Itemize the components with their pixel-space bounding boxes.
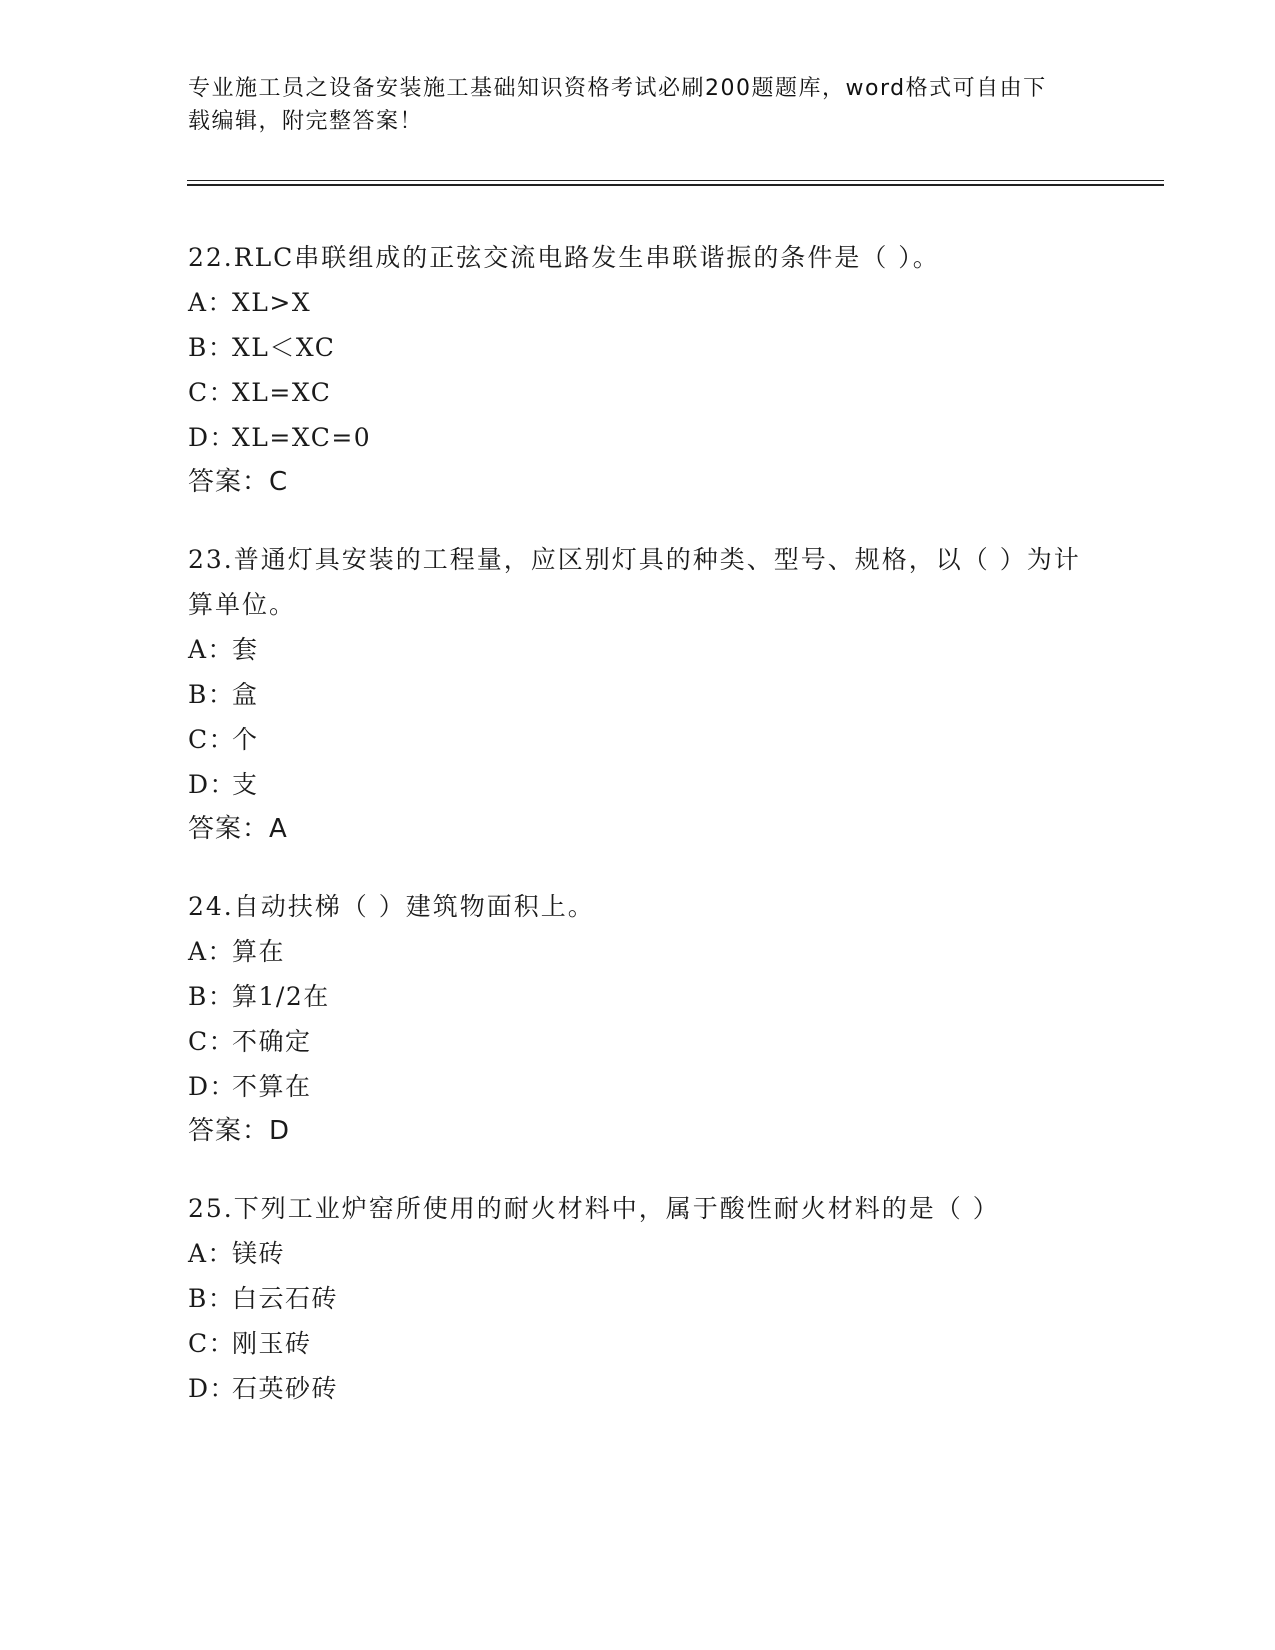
option-key: D： [188,770,237,799]
option-key: A： [188,288,235,317]
option-a [188,1231,1088,1276]
option-text: 算1/2在 [232,982,330,1011]
option-text: 套 [232,635,259,664]
option-text: 不算在 [232,1072,312,1101]
option-text: 不确定 [232,1027,312,1056]
option-key: D： [188,1072,237,1101]
option-key: C： [188,1329,236,1358]
option-text: 算在 [232,937,286,966]
option-b [188,672,1088,717]
question-25 [188,1186,1088,1411]
question-23 [188,537,1088,852]
option-text: XL=XC=0 [232,423,372,452]
option-text: 石英砂砖 [232,1374,339,1403]
document-header [188,72,1068,138]
answer-label: 答案：C [188,467,289,497]
option-text: XL=XC [232,378,332,407]
question-stem: 25.下列工业炉窑所使用的耐火材料中，属于酸性耐火材料的是（ ） [188,1194,1000,1223]
option-key: A： [188,1239,235,1268]
option-b [188,325,1088,370]
option-key: B： [188,1284,235,1313]
question-22 [188,235,1088,505]
question-stem: 24.自动扶梯（ ）建筑物面积上。 [188,892,595,921]
option-key: B： [188,333,235,362]
question-stem: 22.RLC串联组成的正弦交流电路发生串联谐振的条件是（ ）。 [188,243,940,272]
header-title: 专业施工员之设备安装施工基础知识资格考试必刷200题题库，word格式可自由下载编辑，附完整答案！ [188,76,1047,134]
option-a [188,280,1088,325]
option-key: B： [188,680,235,709]
option-key: D： [188,1374,237,1403]
question-24 [188,884,1088,1154]
option-text: 个 [232,725,259,754]
option-key: C： [188,1027,236,1056]
option-text: XL>X [232,288,312,317]
answer-label: 答案：D [188,1116,291,1146]
option-text: XL＜XC [232,333,336,362]
option-c [188,1019,1088,1064]
option-d [188,762,1088,807]
option-c [188,370,1088,415]
option-b [188,1276,1088,1321]
question-stem: 23.普通灯具安装的工程量，应区别灯具的种类、型号、规格，以（ ）为计算单位。 [188,545,1081,619]
option-text: 盒 [232,680,259,709]
option-key: A： [188,635,235,664]
option-a [188,627,1088,672]
option-key: C： [188,725,236,754]
option-text: 刚玉砖 [232,1329,312,1358]
option-a [188,929,1088,974]
option-key: C： [188,378,236,407]
option-c [188,717,1088,762]
option-key: D： [188,423,237,452]
question-list [188,235,1088,1443]
option-d [188,415,1088,460]
option-text: 镁砖 [232,1239,286,1268]
option-text: 支 [232,770,259,799]
option-d [188,1064,1088,1109]
option-text: 白云石砖 [232,1284,339,1313]
option-key: B： [188,982,235,1011]
option-b [188,974,1088,1019]
answer-label: 答案：A [188,814,288,844]
header-divider-thin [187,180,1164,181]
option-key: A： [188,937,235,966]
option-c [188,1321,1088,1366]
header-divider-thick [187,184,1164,186]
option-d [188,1366,1088,1411]
